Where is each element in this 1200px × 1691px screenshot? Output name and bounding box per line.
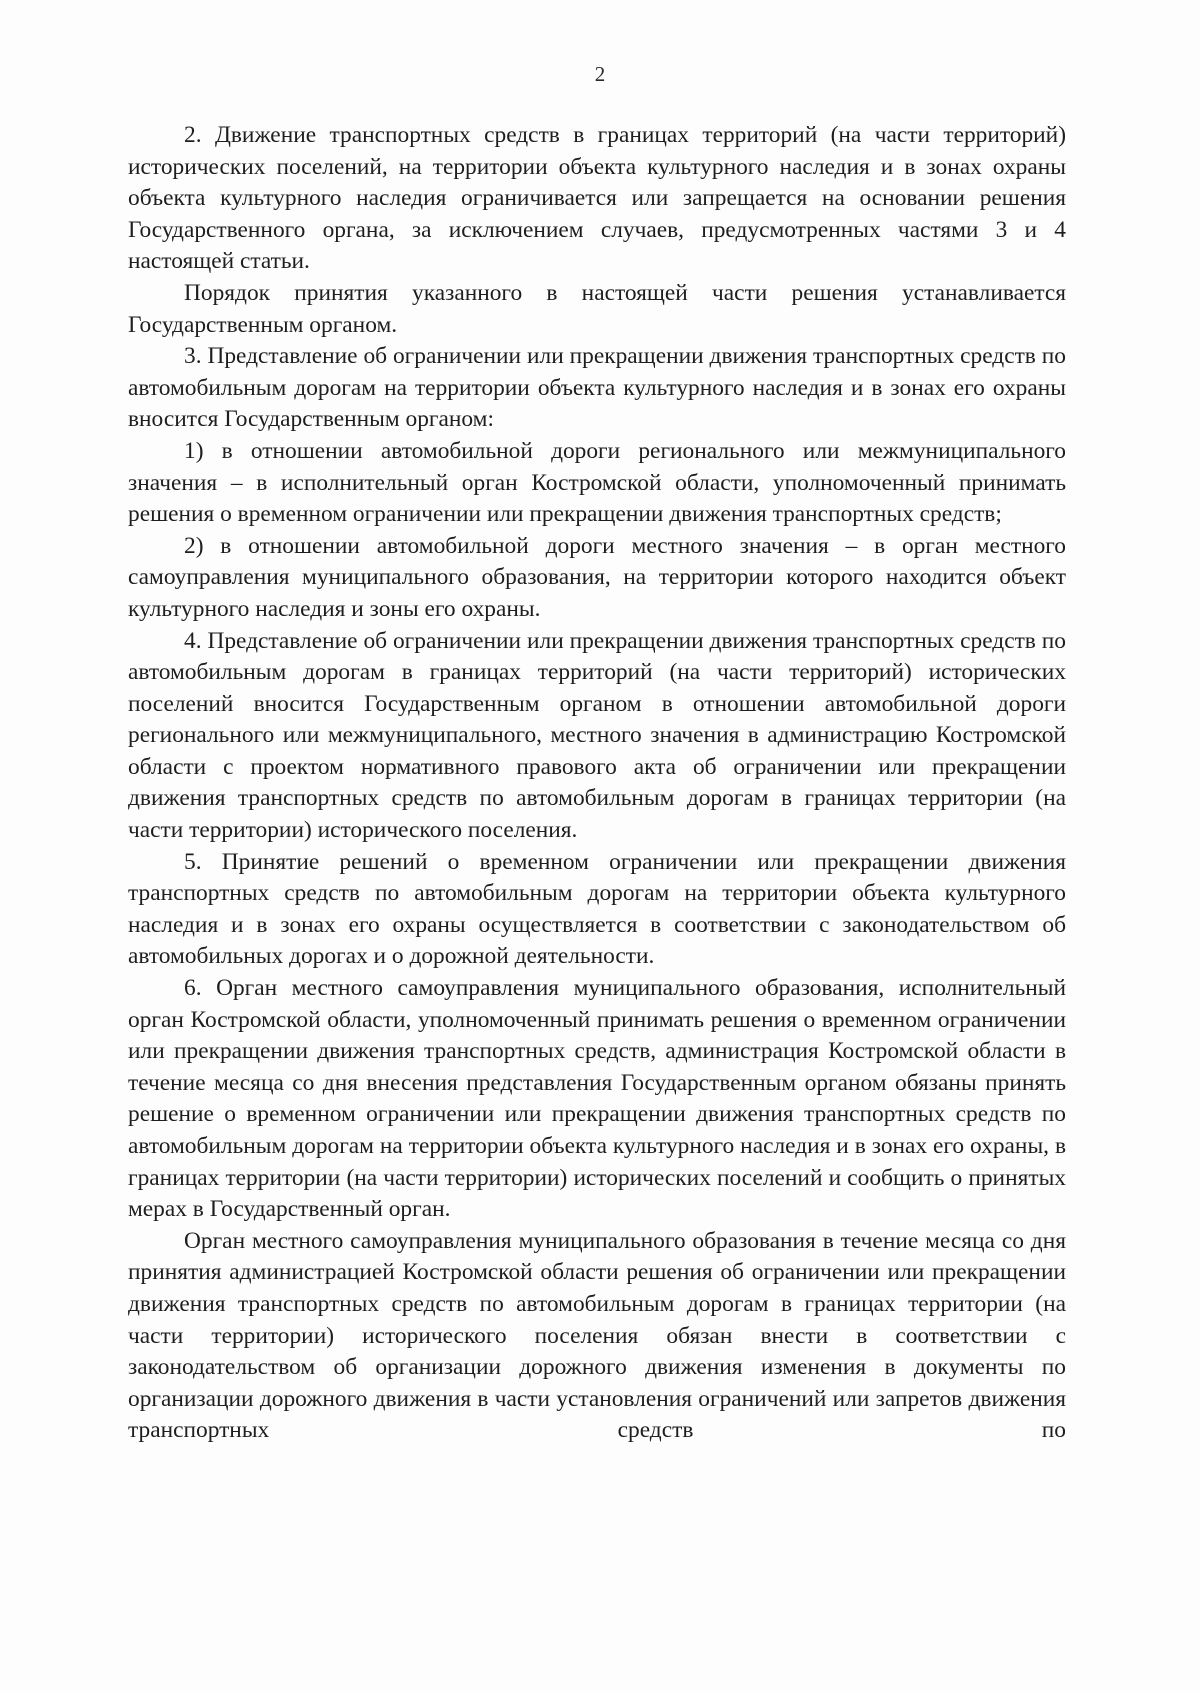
paragraph-3-submission: 3. Представление об ограничении или прекращении движения транспортных средств по автомобильным дорогам на территории объекта культурного наследия и в зонах его охраны вносится Государственным органом:: [128, 343, 1066, 433]
paragraph-5-decisions: 5. Принятие решений о временном ограничении или прекращении движения транспортных средств по автомобильным дорогам на территории объекта культурного наследия и в зонах его охраны осуществляется в соответствии с законодательством об автомобильных дорогах и о дорожной деятельности.: [128, 848, 1066, 970]
paragraph-6-obligations: 6. Орган местного самоуправления муниципального образования, исполнительный орган Костромской области, уполномоченный принимать решения о временном ограничении или прекращении движения транспортных средств, администрация Костромской области в течение месяца со дня внесения представления Государственным органом обязаны принять решение о временном ограничении или прекращении движения транспортных средств по автомобильным дорогам на территории объекта культурного наследия и в зонах его охраны, в границах территории (на части территории) исторических поселений и сообщить о принятых мерах в Государственный орган.: [128, 975, 1066, 1223]
document-body: [128, 120, 1066, 1447]
paragraph-3-item-2: 2) в отношении автомобильной дороги местного значения – в орган местного самоуправления муниципального образования, на территории которого находится объект культурного наследия и зоны его охраны.: [128, 532, 1066, 622]
paragraph-3-item-1: 1) в отношении автомобильной дороги регионального или межмуниципального значения – в исполнительный орган Костромской области, уполномоченный принимать решения о временном ограничении или прекращении движения транспортных средств;: [128, 437, 1066, 528]
paragraph-4-historical-settlements: 4. Представление об ограничении или прекращении движения транспортных средств по автомобильным дорогам в границах территорий (на части территорий) исторических поселений вносится Государственным органом в отношении автомобильной дороги регионального или межмуниципального, местного значения в администрацию Костромской области с проектом нормативного правового акта об ограничении или прекращении движения транспортных средств по автомобильным дорогам в границах территории (на части территории) исторического поселения.: [128, 627, 1066, 844]
paragraph-2-traffic-restriction: 2. Движение транспортных средств в границах территорий (на части территорий) исторических поселений, на территории объекта культурного наследия и в зонах охраны объекта культурного наследия ограничивается или запрещается на основании решения Государственного органа, за исключением случаев, предусмотренных частями 3 и 4 настоящей статьи.: [128, 122, 1066, 275]
page-number: 2: [594, 62, 606, 86]
paragraph-local-authority-changes: Орган местного самоуправления муниципального образования в течение месяца со дня принятия администрацией Костромской области решения об ограничении или прекращении движения транспортных средств по автомобильным дорогам в границах территории (на части территории) исторического поселения обязан внести в соответствии с законодательством об организации дорожного движения изменения в документы по организации дорожного движения в части установления ограничений или запретов движения транспортных средств по: [128, 1227, 1066, 1444]
paragraph-decision-procedure: Порядок принятия указанного в настоящей части решения устанавливается Государственным органом.: [128, 279, 1066, 338]
